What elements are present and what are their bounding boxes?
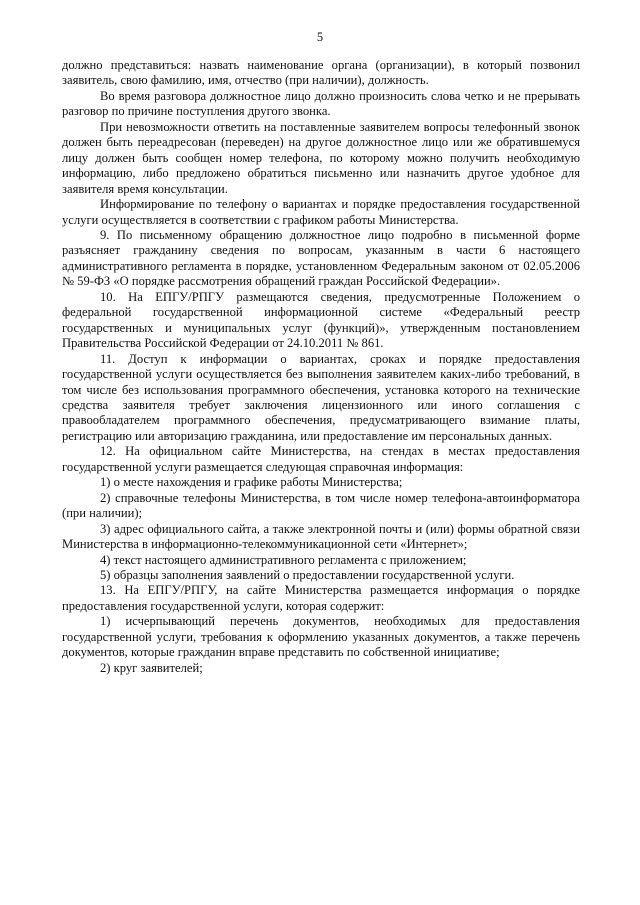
list-item-12-2: 2) справочные телефоны Министерства, в том числе номер телефона-автоинформатора (при наличии); xyxy=(62,490,580,521)
list-item-12-1: 1) о месте нахождения и графике работы Министерства; xyxy=(100,475,403,490)
list-item-12-3: 3) адрес официального сайта, а также электронной почты и (или) формы обратной связи Министерства в информационно-телекоммуникационной сети «Интернет»; xyxy=(62,521,580,552)
paragraph-section-10: 10. На ЕПГУ/РПГУ размещаются сведения, предусмотренные Положением о федеральной государственной информационной системе «Федеральный реестр государственных и муниципальных услуг (функций)», утвержденным постановлением Правительства Российской Федерации от 24.10.2011 № 861. xyxy=(62,289,580,351)
paragraph-section-13: 13. На ЕПГУ/РПГУ, на сайте Министерства размещается информация о порядке предоставления государственной услуги, которая содержит: xyxy=(62,583,580,613)
paragraph-call-redirect: При невозможности ответить на поставленные заявителем вопросы телефонный звонок должен быть переадресован (переведен) на другое должностное лицо или же обратившемуся лицу должен быть сообщен номер телефона, по которому можно получить необходимую информацию, либо предложено обратиться письменно или назначить другое удобное для заявителя время консультации. xyxy=(62,119,580,196)
list-item-13-2: 2) круг заявителей; xyxy=(100,660,203,675)
list-item-13-1: 1) исчерпывающий перечень документов, необходимых для предоставления государственной услуги, требования к оформлению указанных документов, а также перечень документов, которые гражданин вправе представить по собственной инициативе; xyxy=(62,614,580,660)
paragraph-continuation: должно представиться: назвать наименование органа (организации), в который позвонил заявитель, свою фамилию, имя, отчество (при наличии), должность. xyxy=(62,58,580,88)
paragraph-section-11: 11. Доступ к информации о вариантах, сроках и порядке предоставления государственной услуги осуществляется без выполнения заявителем каких-либо требований, в том числе без использования программного обеспечения, установка которого на технические средства заявителя требует заключения лицензионного или иного соглашения с правообладателем программного обеспечения, предусматривающего взимание платы, регистрацию или авторизацию гражданина, или предоставление им персональных данных. xyxy=(62,351,580,443)
paragraph-section-9: 9. По письменному обращению должностное лицо подробно в письменной форме разъясняет гражданину сведения по вопросам, указанным в части 6 настоящего административного регламента в порядке, установленном Федеральным законом от 02.05.2006 № 59-ФЗ «О порядке рассмотрения обращений граждан Российской Федерации». xyxy=(62,227,580,289)
list-item-12-5: 5) образцы заполнения заявлений о предоставлении государственной услуги. xyxy=(100,567,515,582)
page-number: 5 xyxy=(316,30,324,44)
paragraph-phone-schedule: Информирование по телефону о вариантах и порядке предоставления государственной услуги осуществляется в соответствии с графиком работы Министерства. xyxy=(62,197,580,227)
document-body xyxy=(62,58,580,676)
list-item-12-4: 4) текст настоящего административного регламента с приложением; xyxy=(100,552,467,567)
paragraph-phone-conduct: Во время разговора должностное лицо должно произносить слова четко и не прерывать разговор по причине поступления другого звонка. xyxy=(62,88,580,119)
paragraph-section-12: 12. На официальном сайте Министерства, на стендах в местах предоставления государственной услуги размещается следующая справочная информация: xyxy=(62,444,580,474)
